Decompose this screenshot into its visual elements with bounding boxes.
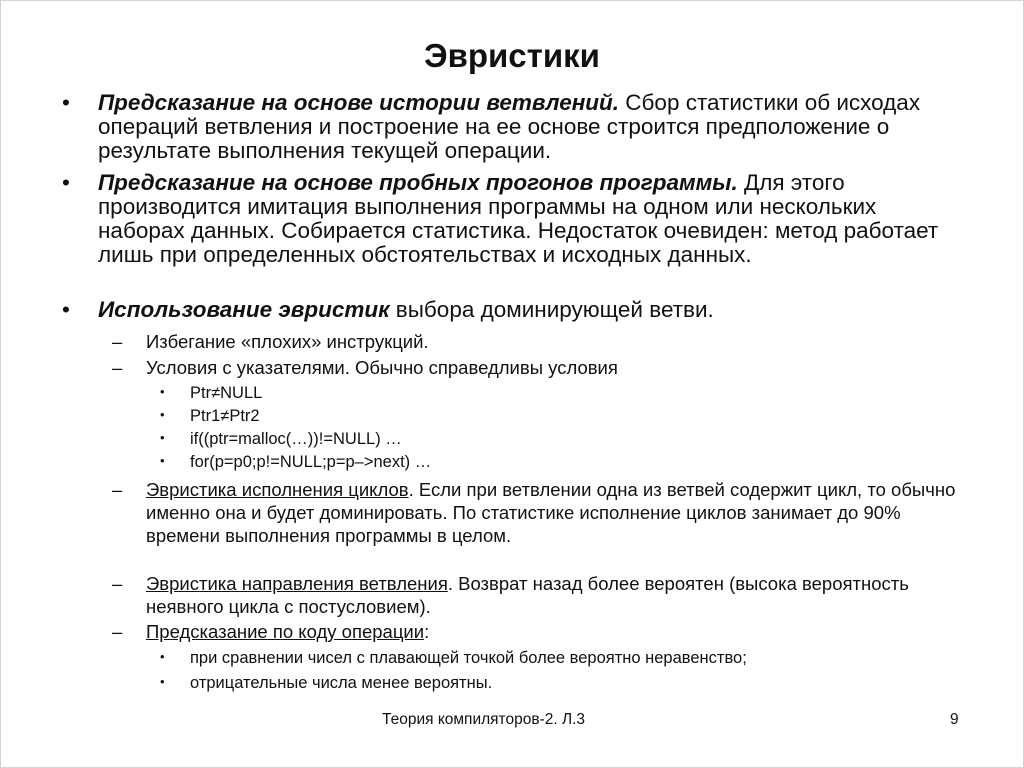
bullet-lead: Использование эвристик <box>98 297 390 322</box>
subitem-text: . Если при ветвлении одна из ветвей содержит цикл, то обычно именно она и будет доминировать. По статистике исполнение циклов занимает до 90% времени выполнения программы в целом. <box>146 479 956 546</box>
condition-text: for(p=p0;p!=NULL;p=p–>next) … <box>190 453 432 471</box>
condition-item <box>160 451 960 473</box>
bullet-history-prediction <box>62 91 962 163</box>
condition-text: Ptr≠NULL <box>190 384 263 402</box>
bullet-text: Сбор статистики об исходах операций ветвления и построение на ее основе строится предположение о результате выполнения текущей операции. <box>98 90 921 163</box>
subitem-opcode-prediction <box>112 620 962 643</box>
bullet-text: Для этого производится имитация выполнения программы на одном или нескольких наборах данных. Собирается статистика. Недостаток очевиден: метод работает лишь при определенных обстоятельствах и исходных данных. <box>98 170 939 267</box>
dash-marker: – <box>112 357 123 378</box>
subitem-text: Условия с указателями. Обычно справедливы условия <box>146 357 618 378</box>
heuristic-name: Эвристика исполнения циклов <box>146 479 409 500</box>
dash-marker: – <box>112 331 123 352</box>
opcode-text: отрицательные числа менее вероятны. <box>190 674 493 692</box>
bullet-marker: • <box>160 407 165 422</box>
dash-marker: – <box>112 479 123 500</box>
bullet-marker: • <box>160 453 165 468</box>
bullet-lead: Предсказание на основе пробных прогонов программы. <box>98 170 738 195</box>
heuristic-name: Эвристика направления ветвления <box>146 573 448 594</box>
heuristic-name: Предсказание по коду операции <box>146 621 425 642</box>
slide-title: Эвристики <box>424 37 600 74</box>
bullet-marker: • <box>160 384 165 399</box>
subitem-text: . Возврат назад более вероятен (высока вероятность неявного цикла с постусловием). <box>146 573 909 617</box>
subitem-direction-heuristic <box>112 572 962 618</box>
subitem-pointer-conditions <box>112 356 962 379</box>
subitem-loop-heuristic <box>112 478 962 547</box>
dash-marker: – <box>112 621 123 642</box>
condition-text: Ptr1≠Ptr2 <box>190 407 260 425</box>
subitem-bad-instructions <box>112 330 962 353</box>
opcode-item <box>160 672 960 694</box>
bullet-marker: • <box>62 170 70 195</box>
subitem-text: : <box>424 621 430 642</box>
opcode-item <box>160 647 960 669</box>
bullet-trial-runs <box>62 171 962 267</box>
bullet-text: выбора доминирующей ветви. <box>389 297 714 322</box>
condition-item <box>160 382 960 404</box>
bullet-marker: • <box>160 430 165 445</box>
subitem-text: Избегание «плохих» инструкций. <box>146 331 429 352</box>
bullet-heuristics <box>62 298 962 322</box>
bullet-marker: • <box>160 649 165 664</box>
course-title: Теория компиляторов-2. Л.3 <box>382 711 586 728</box>
page-number: 9 <box>950 711 959 728</box>
bullet-marker: • <box>62 90 70 115</box>
bullet-marker: • <box>160 674 165 689</box>
condition-item <box>160 428 960 450</box>
dash-marker: – <box>112 573 123 594</box>
bullet-marker: • <box>62 297 70 322</box>
condition-item <box>160 405 960 427</box>
opcode-text: при сравнении чисел с плавающей точкой более вероятно неравенство; <box>190 649 747 667</box>
condition-text: if((ptr=malloc(…))!=NULL) … <box>190 430 402 448</box>
bullet-lead: Предсказание на основе истории ветвлений. <box>98 90 620 115</box>
